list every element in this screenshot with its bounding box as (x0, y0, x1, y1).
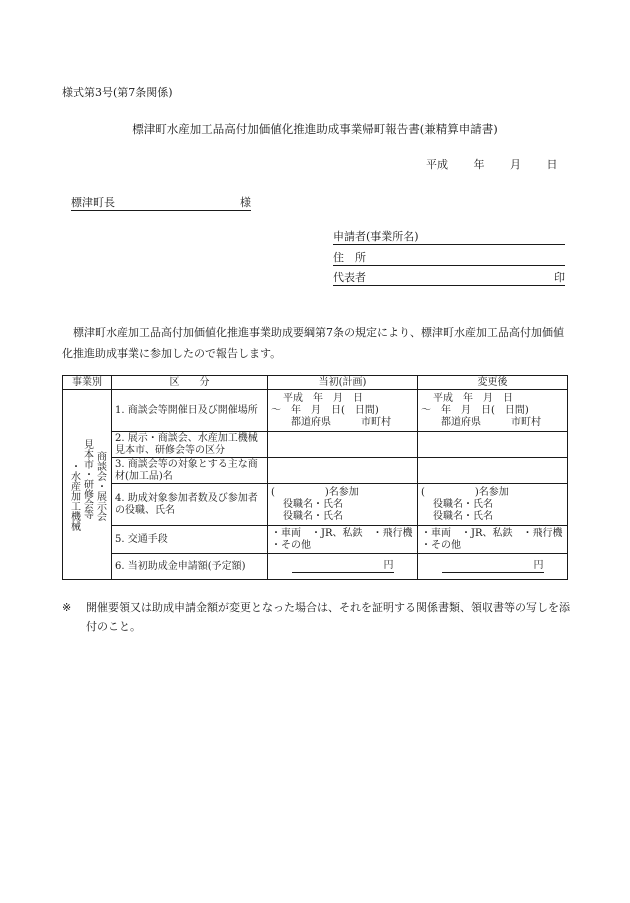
table-row (63, 458, 568, 484)
row1-changed-date: 平成 年 月 日 (433, 392, 513, 404)
row2-initial[interactable] (268, 432, 418, 458)
row5-initial[interactable] (268, 526, 418, 554)
row1-initial[interactable] (268, 390, 418, 432)
row1-initial-place: 都道府県 市町村 (291, 416, 391, 428)
table-row (63, 554, 568, 580)
note-text: 開催要領又は助成申請金額が変更となった場合は、それを証明する関係書類、領収書等の写しを添付のこと。 (86, 601, 570, 633)
row5-changed-line1: ・車両 ・JR、私鉄 ・飛行機 (421, 527, 563, 539)
table-row (63, 390, 568, 432)
table-header-row (63, 376, 568, 390)
row6-changed[interactable] (418, 554, 568, 580)
category-cell (63, 390, 112, 580)
row5-initial-line2: ・その他 (271, 539, 311, 551)
row6-initial[interactable] (268, 554, 418, 580)
header-category: 事業別 (63, 376, 112, 390)
note-mark: ※ (62, 601, 72, 614)
applicant-address-field[interactable] (333, 249, 565, 266)
row4-initial-name2: 役職名・氏名 (283, 510, 343, 522)
header-division: 区 分 (112, 376, 268, 390)
recipient-honorific: 様 (240, 196, 251, 209)
row5-changed[interactable] (418, 526, 568, 554)
row3-initial[interactable] (268, 458, 418, 484)
applicant-rep-label: 代表者 (333, 271, 366, 284)
row1-label: 1. 商談会等開催日及び開催場所 (112, 390, 268, 432)
document-title: 標津町水産加工品高付加価値化推進助成事業帰町報告書(兼精算申請書) (132, 122, 498, 136)
date-day: 日 (546, 158, 558, 171)
row2-label: 2. 展示・商談会、水産加工機械見本市、研修会等の区分 (112, 432, 268, 458)
row4-initial[interactable] (268, 484, 418, 526)
body-text: 標津町水産加工品高付加価値化推進事業助成要綱第7条の規定により、標津町水産加工品高付加価値化推進助成事業に参加したので報告します。 (62, 326, 564, 360)
header-changed: 変更後 (418, 376, 568, 390)
report-table (62, 375, 568, 580)
row4-changed-count: ( )名参加 (421, 486, 509, 498)
row5-label: 5. 交通手段 (112, 526, 268, 554)
recipient-name: 標津町長 (71, 196, 115, 209)
row5-initial-line1: ・車両 ・JR、私鉄 ・飛行機 (271, 527, 413, 539)
table-row (63, 432, 568, 458)
row4-changed-name1: 役職名・氏名 (433, 498, 493, 510)
footnote (62, 598, 572, 636)
recipient-line (71, 194, 251, 211)
row4-initial-name1: 役職名・氏名 (283, 498, 343, 510)
row1-changed[interactable] (418, 390, 568, 432)
row1-changed-place: 都道府県 市町村 (441, 416, 541, 428)
row6-label: 6. 当初助成金申請額(予定額) (112, 554, 268, 580)
form-number: 様式第3号(第7条関係) (62, 86, 173, 99)
applicant-address-label: 住 所 (333, 251, 366, 264)
row2-changed[interactable] (418, 432, 568, 458)
seal-mark: 印 (554, 271, 565, 284)
row6-initial-yen: 円 (292, 560, 394, 573)
row4-changed-name2: 役職名・氏名 (433, 510, 493, 522)
row4-label: 4. 助成対象参加者数及び参加者の役職、氏名 (112, 484, 268, 526)
date-era: 平成 (426, 158, 448, 171)
row5-changed-line2: ・その他 (421, 539, 461, 551)
row1-initial-date: 平成 年 月 日 (283, 392, 363, 404)
row3-changed[interactable] (418, 458, 568, 484)
category-col-1: 商談会・展示会 (94, 450, 106, 521)
category-col-3: ・水産加工機械 (68, 460, 80, 531)
applicant-business-label: 申請者(事業所名) (333, 230, 419, 243)
row4-initial-count: ( )名参加 (271, 486, 359, 498)
applicant-business-field[interactable] (333, 228, 565, 245)
applicant-representative-field[interactable] (333, 269, 565, 286)
row4-changed[interactable] (418, 484, 568, 526)
row6-changed-yen: 円 (442, 560, 544, 573)
row1-initial-range: ～ 年 月 日( 日間) (271, 404, 379, 416)
table-row (63, 484, 568, 526)
date-month: 月 (510, 158, 521, 171)
header-initial: 当初(計画) (268, 376, 418, 390)
table-row (63, 526, 568, 554)
category-col-2: 見本市・研修会等 (81, 438, 93, 519)
row1-changed-range: ～ 年 月 日( 日間) (421, 404, 529, 416)
date-line (426, 156, 558, 172)
date-year: 年 (473, 158, 485, 171)
row3-label: 3. 商談会等の対象とする主な商材(加工品)名 (112, 458, 268, 484)
